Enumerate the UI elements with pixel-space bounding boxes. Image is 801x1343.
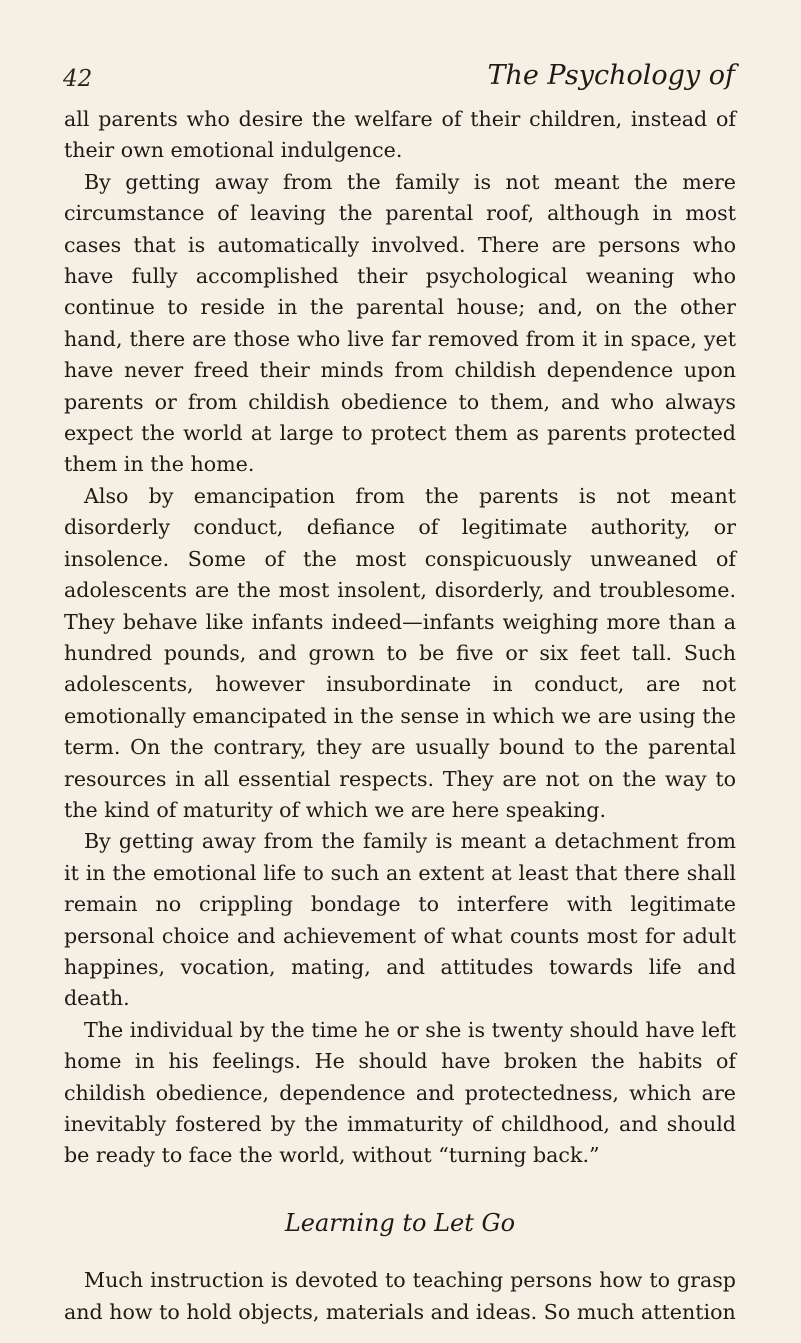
body-text (64, 104, 736, 1328)
page-number: 42 (63, 66, 93, 92)
paragraph-continuation: all parents who desire the welfare of their children, instead of their own emotional indulgence. (64, 107, 736, 163)
section-heading: Learning to Let Go (284, 1208, 516, 1237)
running-title: The Psychology of (487, 60, 735, 91)
paragraph-getting-away: By getting away from the family is not meant the mere circumstance of leaving the parental roof, although in most cases that is automatically involved. There are persons who have fully accomplished their psychological weaning who continue to reside in the parental house; and, on the other hand, there are those who live far removed from it in space, yet have never freed their minds from childish dependence upon parents or from childish obedience to them, and who always expect the world at large to protect them as parents protected them in the home. (64, 169, 736, 477)
paragraph-detachment: By getting away from the family is meant a detachment from it in the emotional life to such an extent at least that there shall remain no crippling bondage to interfere with legitimate personal choice and achievement of what counts most for adult happines, vocation, mating, and attitudes towards life and death. (64, 829, 736, 1011)
paragraph-emancipation: Also by emancipation from the parents is not meant disorderly conduct, defiance of legitimate authority, or insolence. Some of the most conspicuously unweaned of adolescents are the most insolent, disorderly, and troublesome. They behave like infants indeed—infants weighing more than a hundred pounds, and grown to be five or six feet tall. Such adolescents, however insubordinate in conduct, are not emotionally emancipated in the sense in which we are using the term. On the contrary, they are usually bound to the parental resources in all essential respects. They are not on the way to the kind of maturity of which we are here speaking. (64, 483, 736, 822)
running-head (63, 60, 735, 100)
paragraph-individual: The individual by the time he or she is twenty should have left home in his feelings. He should have broken the habits of childish obedience, dependence and protectedness, which are inevitably fostered by the immaturity of childhood, and should be ready to face the world, without “turning back.” (64, 1017, 736, 1168)
paragraph-section-start: Much instruction is devoted to teaching persons how to grasp and how to hold objects, materials and ideas. So much attention (64, 1268, 736, 1324)
